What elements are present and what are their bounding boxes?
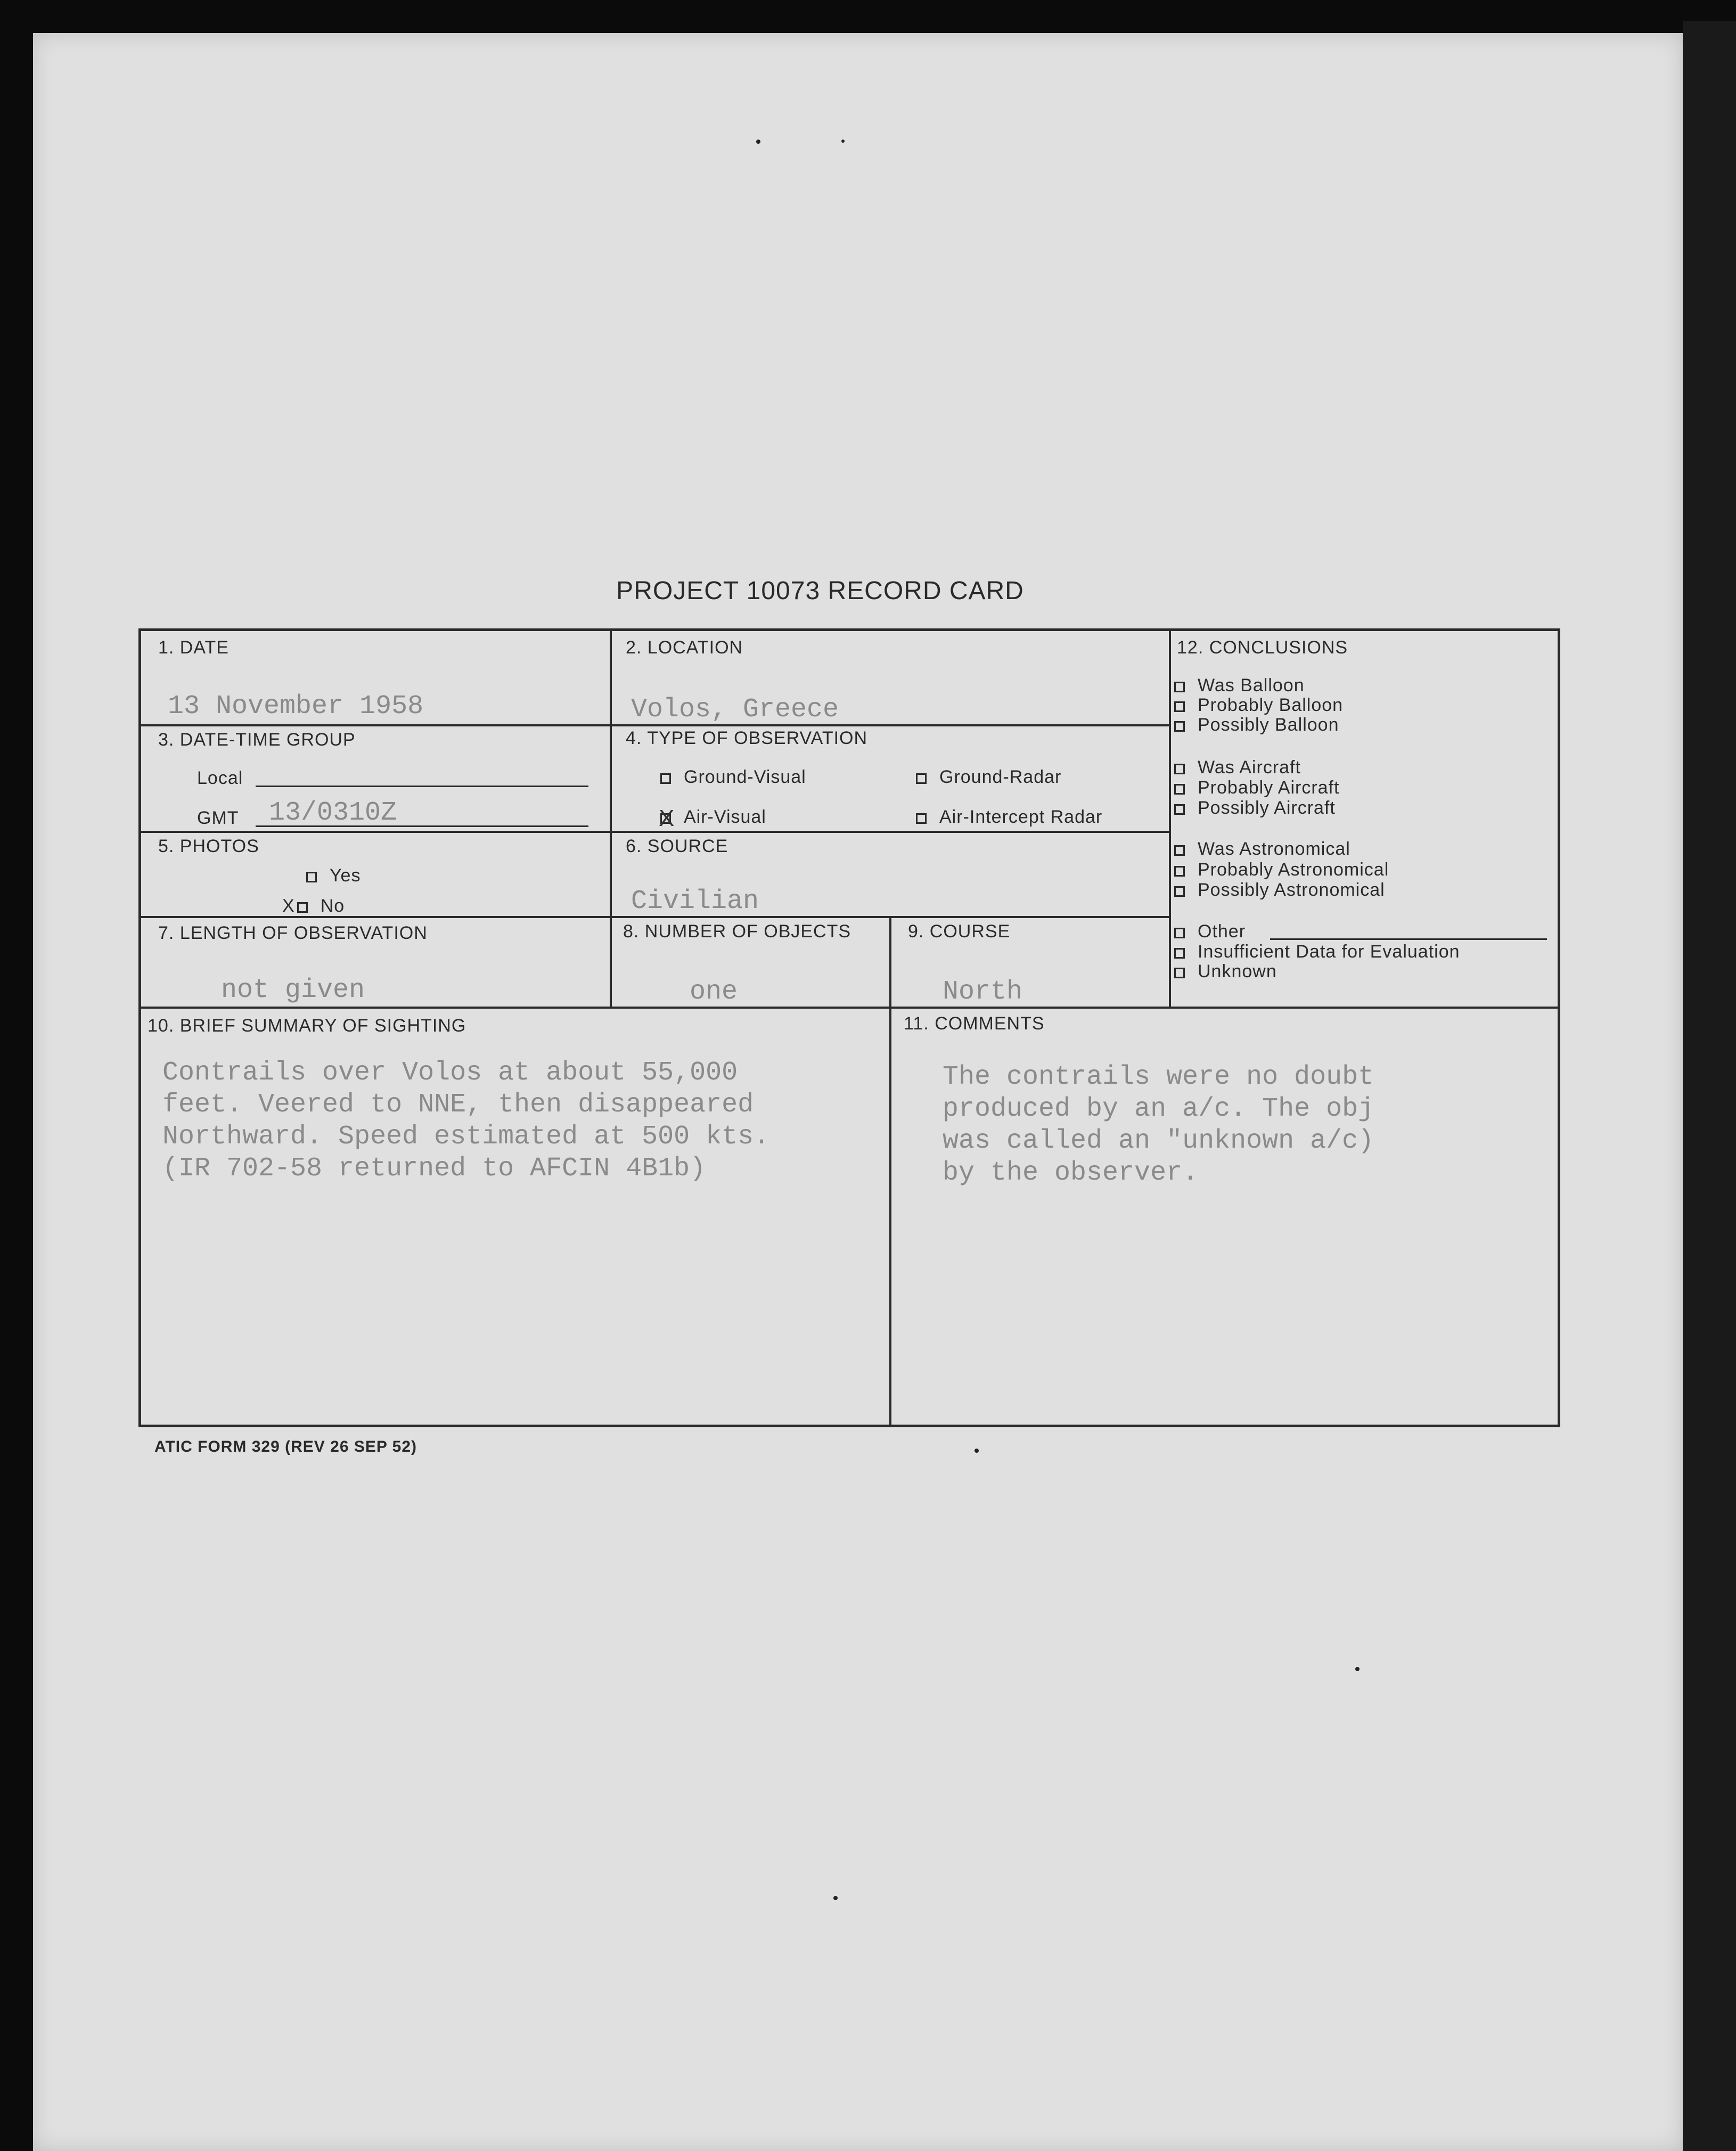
conclusion-item: Was Astronomical <box>1174 839 1350 860</box>
gmt-value: 13/0310Z <box>269 798 397 828</box>
air-visual-mark: X <box>659 805 675 831</box>
photos-label: 5. PHOTOS <box>158 836 259 856</box>
divider <box>610 631 612 1007</box>
conclusion-checkbox <box>1174 928 1185 938</box>
conclusion-item: Probably Balloon <box>1174 695 1343 716</box>
conclusion-item: Possibly Aircraft <box>1174 798 1336 819</box>
divider <box>1169 631 1171 1007</box>
air-visual-checkbox <box>659 805 675 831</box>
conclusion-item: Unknown <box>1174 961 1277 982</box>
conclusion-checkbox <box>1174 682 1185 692</box>
local-underline <box>256 786 588 787</box>
dust-speck <box>756 140 760 144</box>
summary-line: Northward. Speed estimated at 500 kts. <box>162 1122 770 1152</box>
conclusions-label: 12. CONCLUSIONS <box>1177 637 1348 658</box>
comments-line: by the observer. <box>943 1158 1199 1188</box>
dust-speck <box>1355 1667 1360 1671</box>
dust-speck <box>833 1896 838 1900</box>
source-value: Civilian <box>631 886 759 917</box>
conclusion-checkbox <box>1174 886 1185 897</box>
gmt-label: GMT <box>197 808 239 828</box>
film-edge <box>1683 21 1736 2151</box>
local-label: Local <box>197 768 243 788</box>
date-value: 13 November 1958 <box>168 691 424 722</box>
conclusion-item: Probably Aircraft <box>1174 778 1339 798</box>
course-label: 9. COURSE <box>908 921 1011 942</box>
comments-line: produced by an a/c. The obj <box>943 1094 1374 1124</box>
conclusion-item: Other <box>1174 921 1246 942</box>
date-label: 1. DATE <box>158 637 229 658</box>
page-title: PROJECT 10073 RECORD CARD <box>616 577 1024 605</box>
location-value: Volos, Greece <box>631 694 839 725</box>
other-underline <box>1270 938 1547 940</box>
comments-label: 11. COMMENTS <box>904 1013 1045 1034</box>
conclusion-checkbox <box>1174 948 1185 959</box>
conclusion-checkbox <box>1174 701 1185 712</box>
length-label: 7. LENGTH OF OBSERVATION <box>158 923 428 943</box>
number-of-objects-label: 8. NUMBER OF OBJECTS <box>623 921 851 942</box>
ground-visual-checkbox <box>660 773 671 784</box>
air-intercept-radar-option: Air-Intercept Radar <box>916 807 1102 828</box>
comments-line: was called an "unknown a/c) <box>943 1126 1374 1156</box>
length-value: not given <box>221 975 365 1005</box>
summary-line: (IR 702-58 returned to AFCIN 4B1b) <box>162 1154 706 1184</box>
photos-no-checkbox <box>297 902 308 913</box>
observation-type-label: 4. TYPE OF OBSERVATION <box>626 728 868 748</box>
photos-no-option: X No <box>282 896 345 916</box>
form-footer: ATIC FORM 329 (REV 26 SEP 52) <box>154 1438 417 1455</box>
ground-radar-option: Ground-Radar <box>916 767 1061 788</box>
divider <box>141 831 1169 833</box>
air-intercept-radar-checkbox <box>916 813 927 824</box>
number-of-objects-value: one <box>690 977 738 1007</box>
conclusion-item: Was Aircraft <box>1174 757 1301 778</box>
divider <box>141 1007 1560 1009</box>
conclusion-item: Insufficient Data for Evaluation <box>1174 942 1460 962</box>
conclusion-checkbox <box>1174 721 1185 732</box>
dust-speck <box>975 1449 979 1453</box>
conclusion-checkbox <box>1174 866 1185 877</box>
course-value: North <box>943 977 1023 1007</box>
conclusion-checkbox <box>1174 764 1185 774</box>
divider <box>889 916 891 1427</box>
location-label: 2. LOCATION <box>626 637 743 658</box>
air-visual-option: X Air-Visual <box>659 805 766 831</box>
source-label: 6. SOURCE <box>626 836 728 856</box>
datetime-group-label: 3. DATE-TIME GROUP <box>158 730 356 750</box>
photos-no-mark: X <box>282 896 295 916</box>
record-card <box>138 628 1560 1427</box>
conclusion-item: Was Balloon <box>1174 675 1305 696</box>
ground-radar-checkbox <box>916 773 927 784</box>
photos-yes-option: Yes <box>306 865 361 886</box>
conclusion-checkbox <box>1174 784 1185 795</box>
summary-line: Contrails over Volos at about 55,000 <box>162 1058 738 1088</box>
conclusion-checkbox <box>1174 845 1185 856</box>
photos-yes-checkbox <box>306 872 317 882</box>
dust-speck <box>841 140 845 143</box>
conclusion-item: Probably Astronomical <box>1174 860 1389 880</box>
summary-line: feet. Veered to NNE, then disappeared <box>162 1090 754 1120</box>
conclusion-item: Possibly Balloon <box>1174 715 1339 735</box>
comments-line: The contrails were no doubt <box>943 1062 1374 1092</box>
ground-visual-option: Ground-Visual <box>660 767 806 788</box>
conclusion-checkbox <box>1174 804 1185 815</box>
conclusion-item: Possibly Astronomical <box>1174 880 1385 901</box>
summary-label: 10. BRIEF SUMMARY OF SIGHTING <box>148 1016 466 1036</box>
conclusion-checkbox <box>1174 968 1185 978</box>
